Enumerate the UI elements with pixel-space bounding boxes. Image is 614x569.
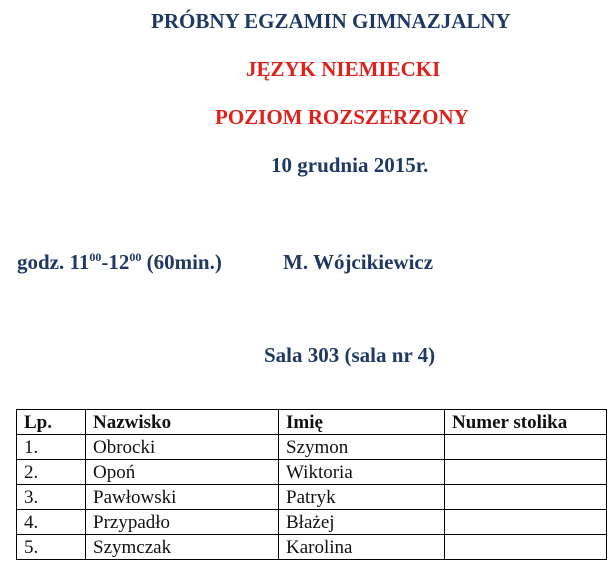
cell-first-name: Patryk [279,485,445,510]
header-desk: Numer stolika [445,410,607,435]
exam-title: PRÓBNY EGZAMIN GIMNAZJALNY [151,9,511,33]
student-table [16,409,607,560]
cell-lp: 4. [17,510,86,535]
cell-first-name: Wiktoria [279,460,445,485]
cell-surname: Opoń [86,460,279,485]
cell-lp: 3. [17,485,86,510]
cell-surname: Pawłowski [86,485,279,510]
table-header-row [17,410,607,435]
header-lp: Lp. [17,410,86,435]
table-row [17,435,607,460]
teacher-name: M. Wójcikiewicz [283,250,434,274]
cell-lp: 2. [17,460,86,485]
start-minutes: 00 [89,250,102,264]
table-row [17,535,607,560]
cell-first-name: Karolina [279,535,445,560]
time-prefix: godz. 11 [17,250,90,274]
header-first-name: Imię [279,410,445,435]
cell-surname: Obrocki [86,435,279,460]
cell-desk [445,460,607,485]
cell-desk [445,485,607,510]
subject-heading: JĘZYK NIEMIECKI [246,57,441,81]
room-info: Sala 303 (sala nr 4) [264,343,436,367]
header-surname: Nazwisko [86,410,279,435]
exam-date: 10 grudnia 2015r. [271,153,429,177]
cell-lp: 5. [17,535,86,560]
duration: (60min.) [141,250,222,274]
cell-desk [445,510,607,535]
cell-first-name: Szymon [279,435,445,460]
exam-time [17,250,222,274]
end-minutes: 00 [129,250,142,264]
table-row [17,510,607,535]
cell-lp: 1. [17,435,86,460]
table-row [17,460,607,485]
cell-desk [445,535,607,560]
cell-desk [445,435,607,460]
cell-first-name: Błażej [279,510,445,535]
time-separator: -12 [101,250,130,274]
table-row [17,485,607,510]
level-heading: POZIOM ROZSZERZONY [215,105,469,129]
cell-surname: Przypadło [86,510,279,535]
cell-surname: Szymczak [86,535,279,560]
